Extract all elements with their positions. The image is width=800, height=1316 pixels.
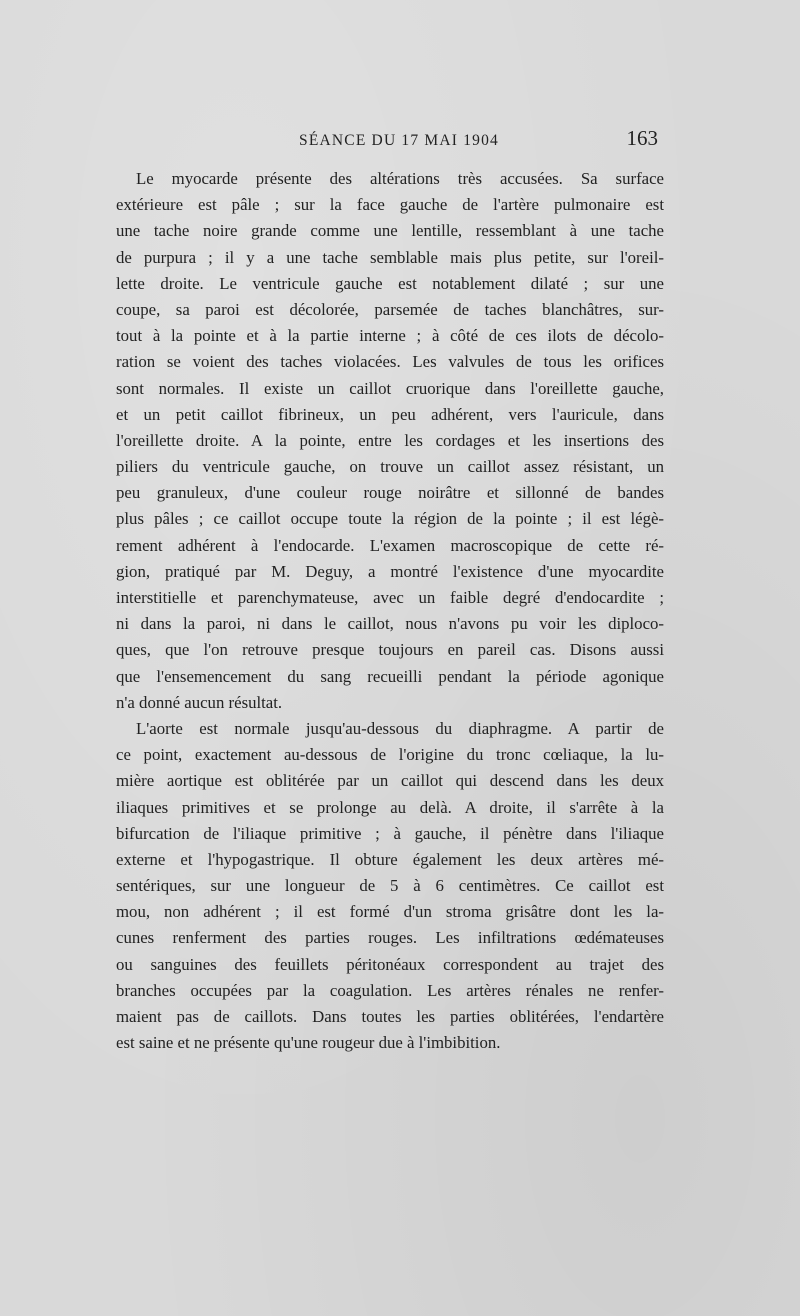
text-line: interstitielle et parenchymateuse, avec un faible degré d'endocardite ; [116,588,664,607]
text-line: branches occupées par la coagulation. Les artères rénales ne renfer- [116,980,664,1000]
text-line: maient pas de caillots. Dans toutes les parties oblitérées, l'endartère [116,1007,664,1026]
text-line: piliers du ventricule gauche, on trouve un caillot assez résistant, un [116,457,664,477]
text-line: sentériques, sur une longueur de 5 à 6 centimètres. Ce caillot est [116,876,664,896]
text-line: ni dans la paroi, ni dans le caillot, nous n'avons pu voir les diploco- [116,614,664,634]
text-line: ques, que l'on retrouve presque toujours en pareil cas. Disons aussi [116,640,664,660]
text-line: ou sanguines des feuillets péritonéaux correspondent au trajet des [116,954,664,974]
text-line: Le myocarde présente des altérations très accusées. Sa surface [136,169,664,188]
text-line: sont normales. Il existe un caillot cruorique dans l'oreillette gauche, [116,378,664,398]
text-line: externe et l'hypogastrique. Il obture également les deux artères mé- [116,849,664,869]
text-line: plus pâles ; ce caillot occupe toute la région de la pointe ; il est légè- [116,509,664,529]
text-line: gion, pratiqué par M. Deguy, a montré l'existence d'une myocardite [116,561,664,581]
text-line: mou, non adhérent ; il est formé d'un stroma grisâtre dont les la- [116,902,664,922]
text-line: iliaques primitives et se prolonge au delà. A droite, il s'arrête à la [116,797,664,817]
text-line: que l'ensemencement du sang recueilli pendant la période agonique [116,666,664,686]
text-line: tout à la pointe et à la partie interne ; à côté de ces ilots de décolo- [116,326,664,346]
text-line: lette droite. Le ventricule gauche est notablement dilaté ; sur une [116,273,664,293]
text-line: ration se voient des taches violacées. Les valvules de tous les orifices [116,352,664,372]
text-line: extérieure est pâle ; sur la face gauche de l'artère pulmonaire est [116,195,664,215]
text-line: n'a donné aucun résultat. [116,692,283,712]
paragraph-aorte [116,716,664,1056]
text-line: ce point, exactement au-dessous de l'origine du tronc cœliaque, la lu- [116,745,664,765]
text-line: cunes renferment des parties rouges. Les infiltrations œdémateuses [116,928,664,948]
running-head [116,128,664,158]
text-line: l'oreillette droite. A la pointe, entre les cordages et les insertions des [116,430,664,450]
page-number: 163 [626,126,658,150]
text-line: rement adhérent à l'endocarde. L'examen macroscopique de cette ré- [116,535,664,555]
text-line: de purpura ; il y a une tache semblable mais plus petite, sur l'oreil- [116,247,664,267]
text-line: bifurcation de l'iliaque primitive ; à gauche, il pénètre dans l'iliaque [116,823,664,843]
body-text [116,166,664,1056]
paragraph-myocarde [116,166,664,716]
text-line: coupe, sa paroi est décolorée, parsemée de taches blanchâtres, sur- [116,299,664,319]
text-line: une tache noire grande comme une lentille, ressemblant à une tache [116,221,664,241]
text-line: L'aorte est normale jusqu'au-dessous du diaphragme. A partir de [136,718,664,738]
running-title: SÉANCE DU 17 MAI 1904 [299,132,500,149]
text-line: et un petit caillot fibrineux, un peu adhérent, vers l'auricule, dans [116,404,664,424]
text-line: est saine et ne présente qu'une rougeur due à l'imbibition. [116,1033,501,1053]
text-line: peu granuleux, d'une couleur rouge noirâtre et sillonné de bandes [116,483,664,503]
text-line: mière aortique est oblitérée par un caillot qui descend dans les deux [116,771,664,791]
